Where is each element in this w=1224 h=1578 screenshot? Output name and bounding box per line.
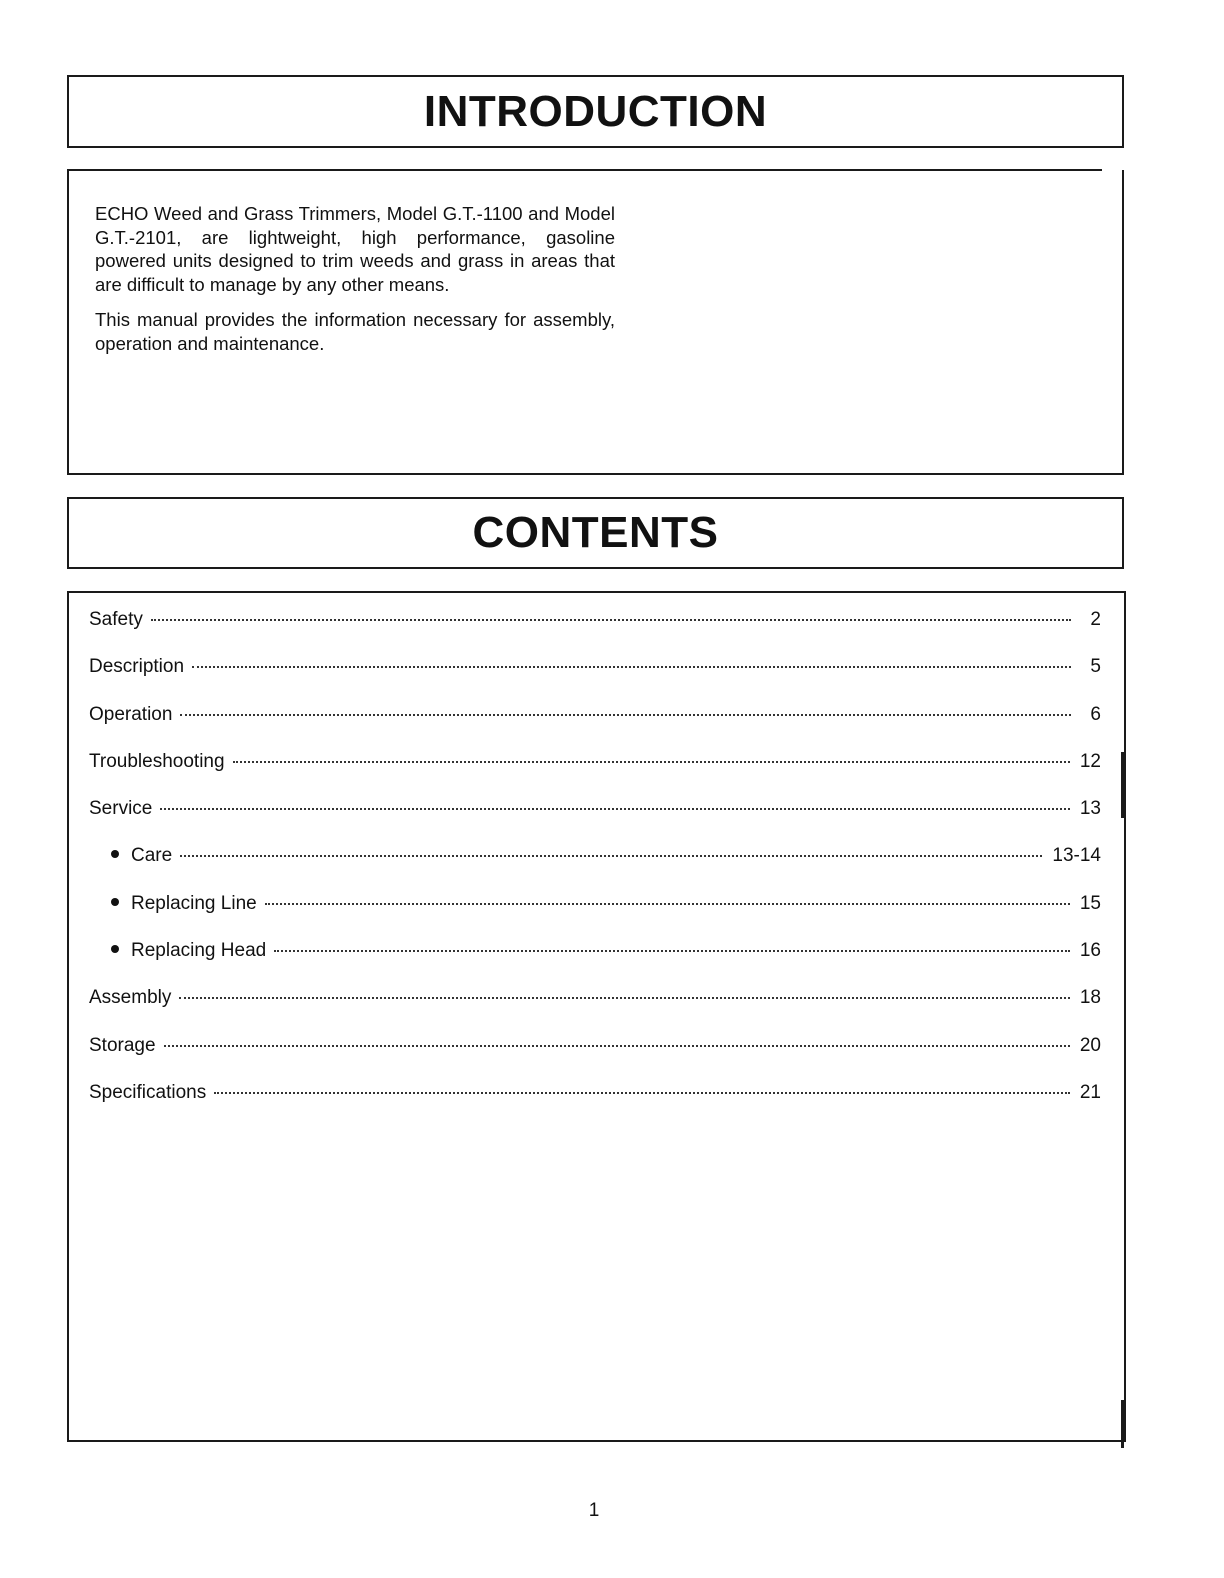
toc-entry-troubleshooting[interactable] bbox=[89, 751, 1101, 798]
toc-entry-page: 20 bbox=[1079, 1034, 1101, 1056]
toc-entry-assembly[interactable] bbox=[89, 987, 1101, 1034]
contents-body-box bbox=[67, 591, 1126, 1442]
toc-entry-label: Troubleshooting bbox=[89, 750, 225, 772]
toc-entry-label: Replacing Line bbox=[131, 892, 257, 914]
toc-entry-page: 13 bbox=[1079, 798, 1101, 820]
toc-entry-label-wrap bbox=[89, 893, 257, 915]
toc-entry-page: 21 bbox=[1079, 1081, 1101, 1103]
toc-dot-leader bbox=[214, 1092, 1070, 1094]
bullet-icon bbox=[111, 898, 119, 906]
toc-entry-label: Care bbox=[131, 845, 173, 867]
toc-entry-page: 13-14 bbox=[1052, 845, 1101, 867]
scan-artifact-mark bbox=[1121, 752, 1125, 818]
toc-entry-label: Operation bbox=[89, 703, 173, 725]
toc-entry-replacing-head[interactable] bbox=[89, 940, 1101, 987]
toc-dot-leader bbox=[180, 714, 1071, 716]
toc-entry-page: 5 bbox=[1090, 656, 1101, 678]
toc-entry-label: Safety bbox=[89, 609, 143, 630]
introduction-paragraph: This manual provides the information necessary for assembly, operation and maintenance. bbox=[95, 309, 615, 354]
toc-entry-label: Description bbox=[89, 656, 185, 678]
toc-dot-leader bbox=[274, 950, 1070, 952]
toc-entry-label-wrap bbox=[89, 845, 172, 867]
introduction-heading: INTRODUCTION bbox=[423, 86, 768, 136]
toc-dot-leader bbox=[233, 761, 1070, 763]
toc-dot-leader bbox=[151, 619, 1071, 621]
table-of-contents bbox=[89, 609, 1101, 1129]
scan-artifact-mark bbox=[1121, 1400, 1124, 1448]
bullet-icon bbox=[111, 850, 119, 858]
toc-entry-label: Specifications bbox=[89, 1081, 207, 1103]
introduction-text bbox=[95, 202, 615, 367]
bullet-icon bbox=[111, 945, 119, 953]
toc-entry-service[interactable] bbox=[89, 798, 1101, 845]
toc-entry-page: 6 bbox=[1090, 703, 1101, 725]
toc-entry-safety[interactable] bbox=[89, 609, 1101, 656]
toc-dot-leader bbox=[180, 855, 1042, 857]
toc-entry-label: Replacing Head bbox=[131, 940, 267, 962]
toc-entry-page: 2 bbox=[1090, 609, 1101, 630]
page-number: 1 bbox=[588, 1500, 600, 1521]
toc-entry-page: 12 bbox=[1079, 750, 1101, 772]
toc-entry-label-wrap bbox=[89, 940, 266, 962]
toc-entry-page: 18 bbox=[1079, 987, 1101, 1009]
toc-entry-page: 15 bbox=[1079, 892, 1101, 914]
toc-entry-description[interactable] bbox=[89, 656, 1101, 703]
toc-entry-label: Service bbox=[89, 798, 153, 820]
toc-dot-leader bbox=[179, 997, 1070, 999]
toc-dot-leader bbox=[192, 666, 1071, 668]
toc-entry-specifications[interactable] bbox=[89, 1082, 1101, 1129]
introduction-body-box bbox=[67, 170, 1124, 475]
toc-entry-label: Storage bbox=[89, 1034, 156, 1056]
toc-dot-leader bbox=[160, 808, 1070, 810]
toc-entry-care[interactable] bbox=[89, 845, 1101, 892]
toc-entry-replacing-line[interactable] bbox=[89, 893, 1101, 940]
introduction-top-rule bbox=[67, 169, 1102, 171]
contents-heading: CONTENTS bbox=[472, 508, 719, 557]
toc-dot-leader bbox=[265, 903, 1070, 905]
toc-entry-operation[interactable] bbox=[89, 704, 1101, 751]
contents-heading-box bbox=[67, 497, 1124, 569]
toc-dot-leader bbox=[164, 1045, 1070, 1047]
introduction-paragraph: ECHO Weed and Grass Trimmers, Model G.T.-1100 and Model G.T.-2101, are lightweight, high performance, gasoline powered units designed to trim weeds and grass in areas that are difficult to manage by any other means. bbox=[95, 203, 615, 295]
toc-entry-label: Assembly bbox=[89, 987, 172, 1009]
toc-entry-page: 16 bbox=[1079, 940, 1101, 962]
introduction-heading-box bbox=[67, 75, 1124, 148]
toc-entry-storage[interactable] bbox=[89, 1035, 1101, 1082]
